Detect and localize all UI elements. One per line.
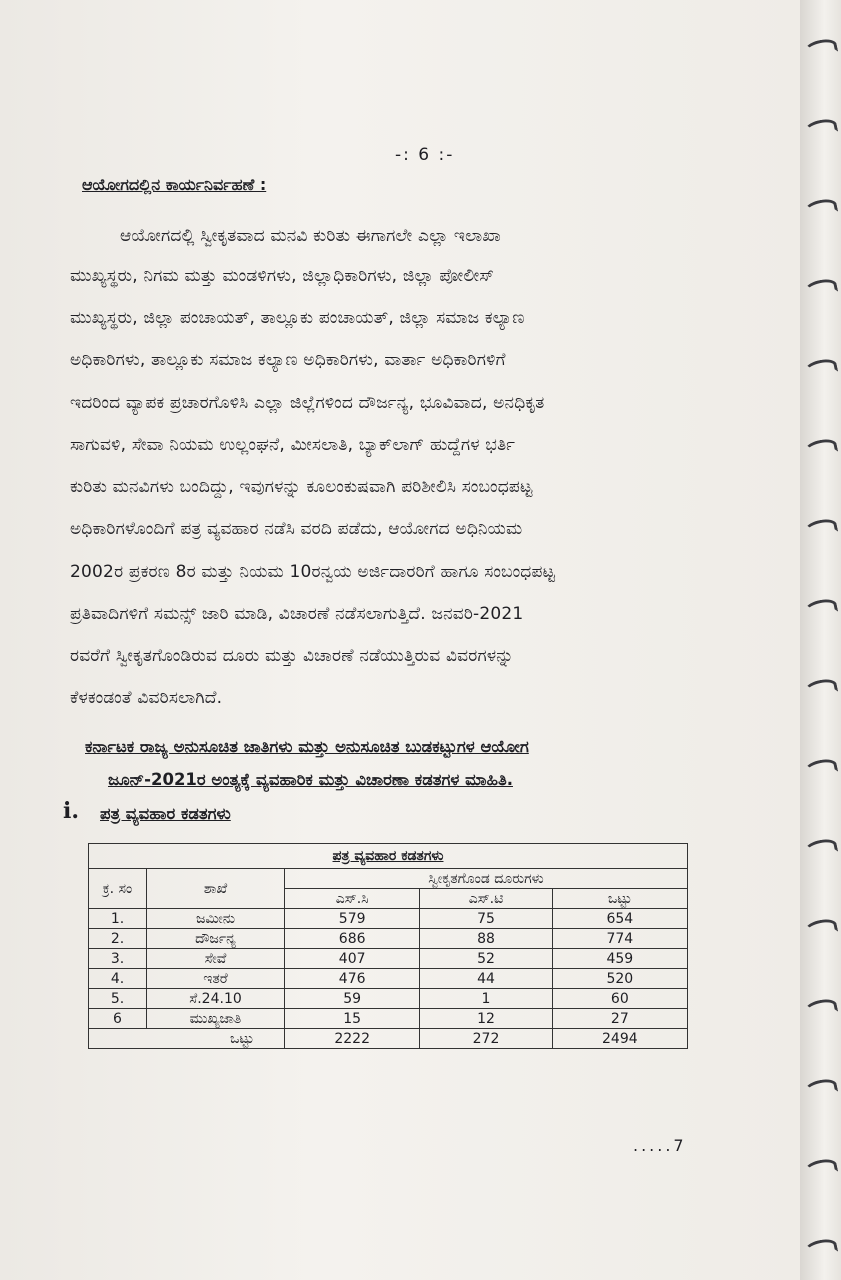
cell-total: 459 (552, 949, 687, 969)
cell-serial: 1. (89, 909, 147, 929)
table-row (89, 949, 688, 969)
cell-branch: ಸೇವೆ (147, 949, 285, 969)
report-title-line: ಜೂನ್-2021ರ ಅಂತ್ಯಕ್ಕೆ ವ್ಯವಹಾರಿಕ ಮತ್ತು ವಿಚಾರಣಾ ಕಡತಗಳ ಮಾಹಿತಿ. (108, 770, 513, 789)
cell-sc: 579 (285, 909, 420, 929)
paragraph-line: ಇದರಿಂದ ವ್ಯಾಪಕ ಪ್ರಚಾರಗೊಳಿಸಿ ಎಲ್ಲಾ ಜಿಲ್ಲೆಗಳಿಂದ ದೌರ್ಜನ್ಯ, ಭೂವಿವಾದ, ಅನಧಿಕೃತ (70, 393, 545, 413)
header-serial: ಕ್ರ. ಸಂ (89, 869, 147, 909)
page-number: -: 6 :- (395, 145, 455, 165)
binding-coil (804, 117, 838, 138)
header-branch: ಶಾಖೆ (147, 869, 285, 909)
header-total: ಒಟ್ಟು (552, 889, 687, 909)
binding-coil (804, 917, 838, 938)
cell-serial: 6 (89, 1009, 147, 1029)
header-st: ಎಸ್.ಟಿ (420, 889, 552, 909)
correspondence-table (88, 843, 688, 1049)
cell-st: 44 (420, 969, 552, 989)
table-row (89, 969, 688, 989)
cell-branch: ಇತರೆ (147, 969, 285, 989)
total-grand: 2494 (552, 1029, 687, 1049)
binding-coil (804, 997, 838, 1018)
cell-branch: ಸೆ.24.10 (147, 989, 285, 1009)
paragraph-line: ಕುರಿತು ಮನವಿಗಳು ಬಂದಿದ್ದು, ಇವುಗಳನ್ನು ಕೂಲಂಕುಷವಾಗಿ ಪರಿಶೀಲಿಸಿ ಸಂಬಂಧಪಟ್ಟ (70, 477, 533, 497)
binding-coil (804, 197, 838, 218)
continued-marker: .....7 (633, 1136, 687, 1155)
cell-branch: ಮುಖ್ಯಜಾತಿ (147, 1009, 285, 1029)
table-row (89, 929, 688, 949)
cell-total: 27 (552, 1009, 687, 1029)
paragraph-line: ಕೆಳಕಂಡಂತೆ ವಿವರಿಸಲಾಗಿದೆ. (70, 688, 223, 708)
binding-coil (804, 437, 838, 458)
paragraph-line: ಅಧಿಕಾರಿಗಳೊಂದಿಗೆ ಪತ್ರ ವ್ಯವಹಾರ ನಡೆಸಿ ವರದಿ ಪಡೆದು, ಆಯೋಗದ ಅಧಿನಿಯಮ (70, 519, 523, 539)
binding-coil (804, 517, 838, 538)
cell-total: 654 (552, 909, 687, 929)
paragraph-line: ಅಧಿಕಾರಿಗಳು, ತಾಲ್ಲೂಕು ಸಮಾಜ ಕಲ್ಯಾಣ ಅಧಿಕಾರಿಗಳು, ವಾರ್ತಾ ಅಧಿಕಾರಿಗಳಿಗೆ (70, 350, 506, 370)
cell-st: 52 (420, 949, 552, 969)
total-sc: 2222 (285, 1029, 420, 1049)
header-sc: ಎಸ್.ಸಿ (285, 889, 420, 909)
total-label: ಒಟ್ಟು (89, 1029, 285, 1049)
table-caption: ಪತ್ರ ವ್ಯವಹಾರ ಕಡತಗಳು (89, 844, 688, 869)
header-received-complaints: ಸ್ವೀಕೃತಗೊಂಡ ದೂರುಗಳು (285, 869, 688, 889)
binding-coil (804, 837, 838, 858)
section-numeral: i. (63, 798, 80, 824)
spiral-binding (800, 0, 841, 1280)
paragraph-line: ಆಯೋಗದಲ್ಲಿ ಸ್ವೀಕೃತವಾದ ಮನವಿ ಕುರಿತು ಈಗಾಗಲೇ ಎಲ್ಲಾ ಇಲಾಖಾ (120, 226, 501, 246)
report-title-line: ಕರ್ನಾಟಕ ರಾಜ್ಯ ಅನುಸೂಚಿತ ಜಾತಿಗಳು ಮತ್ತು ಅನುಸೂಚಿತ ಬುಡಕಟ್ಟುಗಳ ಆಯೋಗ (85, 737, 529, 756)
paragraph-line: ಸಾಗುವಳಿ, ಸೇವಾ ನಿಯಮ ಉಲ್ಲಂಘನೆ, ಮೀಸಲಾತಿ, ಬ್ಯಾಕ್‌ಲಾಗ್ ಹುದ್ದೆಗಳ ಭರ್ತಿ (70, 435, 516, 455)
paragraph-line: ಪ್ರತಿವಾದಿಗಳಿಗೆ ಸಮನ್ಸ್ ಜಾರಿ ಮಾಡಿ, ವಿಚಾರಣೆ ನಡೆಸಲಾಗುತ್ತಿದೆ. ಜನವರಿ-2021 (70, 604, 524, 624)
paragraph-line: ರವರೆಗೆ ಸ್ವೀಕೃತಗೊಂಡಿರುವ ದೂರು ಮತ್ತು ವಿಚಾರಣೆ ನಡೆಯುತ್ತಿರುವ ವಿವರಗಳನ್ನು (70, 646, 514, 666)
binding-coil (804, 37, 838, 58)
cell-serial: 2. (89, 929, 147, 949)
table-row (89, 1009, 688, 1029)
cell-total: 774 (552, 929, 687, 949)
table-total-row (89, 1029, 688, 1049)
cell-st: 12 (420, 1009, 552, 1029)
section-title: ಪತ್ರ ವ್ಯವಹಾರ ಕಡತಗಳು (100, 804, 231, 823)
cell-sc: 15 (285, 1009, 420, 1029)
cell-serial: 3. (89, 949, 147, 969)
section-heading: ಆಯೋಗದಲ್ಲಿನ ಕಾರ್ಯನಿರ್ವಹಣೆ : (82, 175, 267, 194)
cell-serial: 4. (89, 969, 147, 989)
cell-sc: 407 (285, 949, 420, 969)
binding-coil (804, 1237, 838, 1258)
total-st: 272 (420, 1029, 552, 1049)
paragraph-line: ಮುಖ್ಯಸ್ಥರು, ನಿಗಮ ಮತ್ತು ಮಂಡಳಿಗಳು, ಜಿಲ್ಲಾಧಿಕಾರಿಗಳು, ಜಿಲ್ಲಾ ಪೋಲೀಸ್ (70, 266, 495, 286)
paragraph-line: 2002ರ ಪ್ರಕರಣ 8ರ ಮತ್ತು ನಿಯಮ 10ರನ್ವಯ ಅರ್ಜಿದಾರರಿಗೆ ಹಾಗೂ ಸಂಬಂಧಪಟ್ಟ (70, 562, 556, 582)
cell-serial: 5. (89, 989, 147, 1009)
binding-coil (804, 1077, 838, 1098)
paragraph-line: ಮುಖ್ಯಸ್ಥರು, ಜಿಲ್ಲಾ ಪಂಚಾಯತ್, ತಾಲ್ಲೂಕು ಪಂಚಾಯತ್, ಜಿಲ್ಲಾ ಸಮಾಜ ಕಲ್ಯಾಣ (70, 308, 525, 328)
cell-sc: 686 (285, 929, 420, 949)
cell-sc: 59 (285, 989, 420, 1009)
cell-st: 75 (420, 909, 552, 929)
cell-st: 1 (420, 989, 552, 1009)
cell-total: 520 (552, 969, 687, 989)
binding-coil (804, 597, 838, 618)
binding-coil (804, 757, 838, 778)
table-row (89, 909, 688, 929)
binding-coil (804, 677, 838, 698)
binding-coil (804, 277, 838, 298)
cell-branch: ದೌರ್ಜನ್ಯ (147, 929, 285, 949)
cell-st: 88 (420, 929, 552, 949)
cell-branch: ಜಮೀನು (147, 909, 285, 929)
binding-coil (804, 1157, 838, 1178)
binding-coil (804, 357, 838, 378)
cell-sc: 476 (285, 969, 420, 989)
table-row (89, 989, 688, 1009)
cell-total: 60 (552, 989, 687, 1009)
